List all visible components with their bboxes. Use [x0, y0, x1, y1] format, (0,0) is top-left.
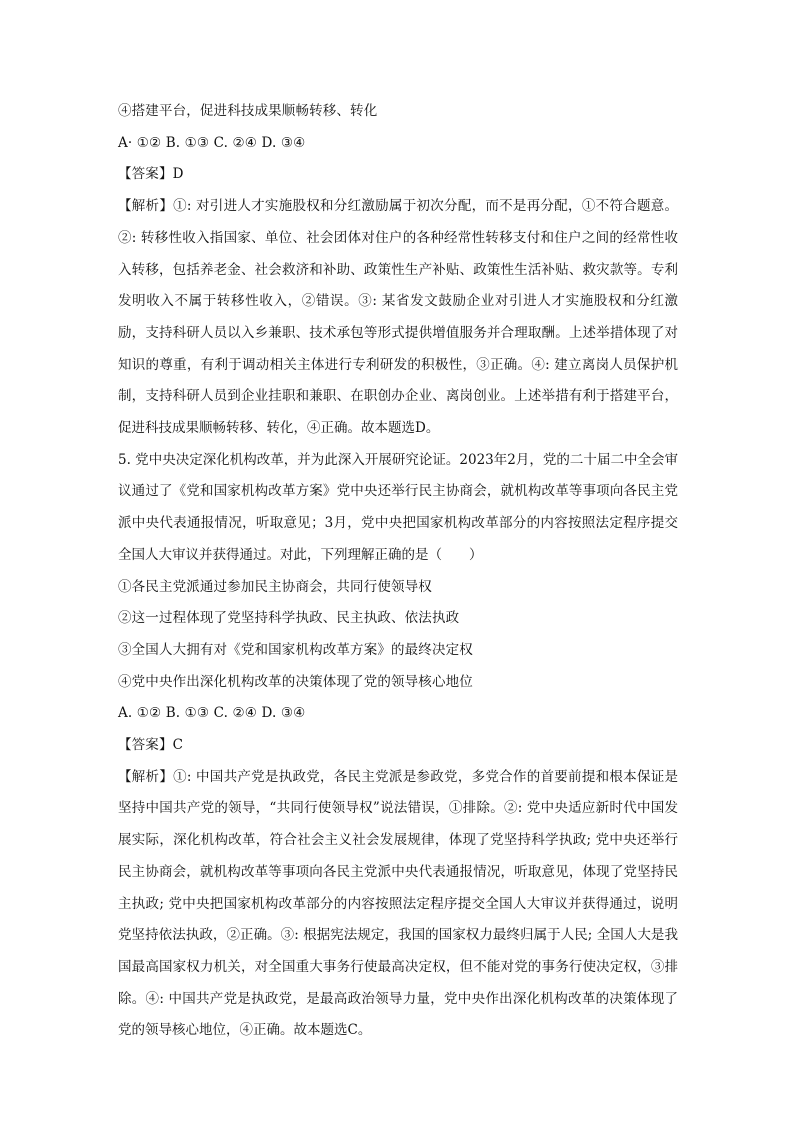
q5-option-2: ②这一过程体现了党坚持科学执政、民主执政、依法执政	[118, 610, 460, 627]
analysis-text: ①: 中国共产党是执政党，各民主党派是参政党，多党合作的首要前提和根本保证是坚持中国共产党的领导，“共同行使领导权”说法错误，①排除。②: 党中央适应新时代中国发展实际，深化机构改革，符合社会主义社会发展规律，体现了党坚持科学执政; 党中央还举行民主协商会，就机构改革等事项向各民主党派中央代表通报情况，听取意见，体现了党坚持民主执政; 党中央把国家机构改革部分的内容按照法定程序提交全国人大审议并获得通过，说明党坚持依法执政，②正确。③: 根据宪法规定，我国的国家权力最终归属于人民; 全国人大是我国最高国家权力机关，对全国重大事务行使最高决定权，但不能对党的事务行使决定权，③排除。④: 中国共产党是执政党，是最高政治领导力量，党中央作出深化机构改革的决策体现了党的领导核心地位，④正确。故本题选C。	[118, 768, 679, 1039]
q5-choices: A. ①② B. ①③ C. ②④ D. ③④	[118, 705, 306, 722]
answer-value: C	[172, 737, 184, 754]
answer-value: D	[172, 166, 184, 183]
exam-page	[118, 96, 678, 1047]
answer-label: 【答案】	[118, 166, 173, 183]
q5-option-1: ①各民主党派通过参加民主协商会，共同行使领导权	[118, 578, 432, 595]
q4-choices: A· ①② B. ①③ C. ②④ D. ③④	[118, 134, 306, 151]
q4-option-4: ④搭建平台，促进科技成果顺畅转移、转化	[118, 103, 378, 119]
q5-answer	[118, 730, 678, 762]
q5-option-3: ③全国人大拥有对《党和国家机构改革方案》的最终决定权	[118, 641, 473, 658]
analysis-label: 【解析】	[118, 198, 174, 215]
q4-analysis	[118, 191, 678, 445]
q5-analysis	[118, 762, 678, 1047]
analysis-text: ①: 对引进人才实施股权和分红激励属于初次分配，而不是再分配，①不符合题意。②: 转移性收入指国家、单位、社会团体对住户的各种经常性转移支付和住户之间的经常性收入转移，包括养老金、社会救济和补助、政策性生产补贴、政策性生活补贴、救灾款等。专利发明收入不属于转移性收入，②错误。③: 某省发文鼓励企业对引进人才实施股权和分红激励，支持科研人员以入乡兼职、技术承包等形式提供增值服务并合理取酬。上述举措体现了对知识的尊重，有利于调动相关主体进行专利研发的积极性，③正确。④: 建立离岗人员保护机制，支持科研人员到企业挂职和兼职、在职创办企业、离岗创业。上述举措有利于搭建平台，促进科技成果顺畅转移、转化，④正确。故本题选D。	[118, 198, 679, 437]
answer-label: 【答案】	[118, 737, 173, 754]
analysis-label: 【解析】	[118, 768, 174, 785]
q5-stem: 5. 党中央决定深化机构改革，并为此深入开展研究论证。2023年2月，党的二十届二中全会审议通过了《党和国家机构改革方案》党中央还举行民主协商会，就机构改革等事项向各民主党派中央代表通报情况，听取意见；3月，党中央把国家机构改革部分的内容按照法定程序提交全国人大审议并获得通过。对此，下列理解正确的是（ ）	[118, 451, 678, 563]
q4-answer	[118, 159, 678, 191]
q5-option-4: ④党中央作出深化机构改革的决策体现了党的领导核心地位	[118, 673, 473, 690]
